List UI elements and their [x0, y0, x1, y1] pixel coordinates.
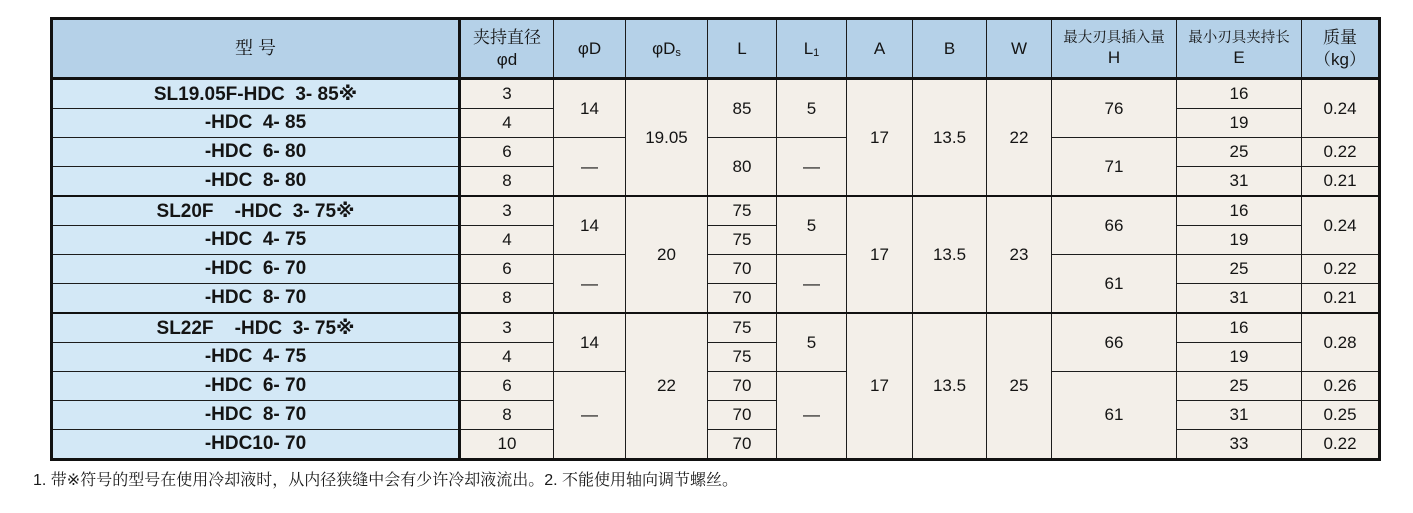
value-cell: 0.22	[1302, 138, 1380, 167]
col-header-mass: 质量 （kg）	[1302, 19, 1380, 79]
value-cell: 0.22	[1302, 255, 1380, 284]
value-cell: 25	[1177, 138, 1302, 167]
value-cell: 75	[708, 226, 777, 255]
value-cell: 6	[460, 255, 554, 284]
table-row	[52, 138, 1380, 167]
value-cell: 13.5	[913, 196, 987, 313]
value-cell: 8	[460, 284, 554, 314]
table-row	[52, 284, 1380, 314]
col-header-W: W	[987, 19, 1052, 79]
table-row	[52, 313, 1380, 343]
model-cell: SL19.05F-HDC 3- 85※	[52, 79, 460, 109]
value-cell: 80	[708, 138, 777, 197]
footnote-text: 1. 带※符号的型号在使用冷却液时，从内径狭缝中会有少许冷却液流出。2. 不能使用轴向调节螺丝。	[33, 472, 738, 489]
value-cell: 25	[1177, 255, 1302, 284]
col-header-A: A	[847, 19, 913, 79]
value-cell: 17	[847, 196, 913, 313]
value-cell: 76	[1052, 79, 1177, 138]
value-cell: 19	[1177, 109, 1302, 138]
col-header-phi-D: φD	[554, 19, 626, 79]
value-cell: 14	[554, 196, 626, 255]
value-cell: 20	[626, 196, 708, 313]
value-cell: —	[777, 138, 847, 197]
value-cell: 0.22	[1302, 430, 1380, 460]
value-cell: 0.24	[1302, 196, 1380, 255]
value-cell: 70	[708, 255, 777, 284]
model-cell: -HDC 6- 80	[52, 138, 460, 167]
model-cell: -HDC 8- 70	[52, 284, 460, 314]
value-cell: 10	[460, 430, 554, 460]
value-cell: 70	[708, 284, 777, 314]
value-cell: 31	[1177, 167, 1302, 197]
value-cell: 71	[1052, 138, 1177, 197]
col-header-min-clamp-length: 最小刃具夹持长 E	[1177, 19, 1302, 79]
value-cell: 85	[708, 79, 777, 138]
value-cell: 3	[460, 196, 554, 226]
model-cell: -HDC 4- 75	[52, 343, 460, 372]
col-header-L1: L1	[777, 19, 847, 79]
value-cell: 4	[460, 226, 554, 255]
value-cell: 0.24	[1302, 79, 1380, 138]
value-cell: 4	[460, 343, 554, 372]
value-cell: 5	[777, 196, 847, 255]
col-header-B: B	[913, 19, 987, 79]
value-cell: 22	[626, 313, 708, 460]
model-cell: SL20F -HDC 3- 75※	[52, 196, 460, 226]
value-cell: 19.05	[626, 79, 708, 197]
table-row	[52, 401, 1380, 430]
table-row	[52, 343, 1380, 372]
col-header-L: L	[708, 19, 777, 79]
table-row	[52, 226, 1380, 255]
model-cell: -HDC 8- 80	[52, 167, 460, 197]
table-body	[52, 79, 1380, 460]
value-cell: —	[777, 255, 847, 314]
value-cell: 61	[1052, 372, 1177, 460]
value-cell: 5	[777, 313, 847, 372]
value-cell: 33	[1177, 430, 1302, 460]
value-cell: 70	[708, 372, 777, 401]
value-cell: 66	[1052, 313, 1177, 372]
col-header-clamp-diameter: 夹持直径 φd	[460, 19, 554, 79]
spec-table	[50, 17, 1381, 461]
table-header	[52, 19, 1380, 79]
value-cell: —	[777, 372, 847, 460]
value-cell: 23	[987, 196, 1052, 313]
value-cell: 17	[847, 313, 913, 460]
value-cell: 70	[708, 401, 777, 430]
value-cell: 0.25	[1302, 401, 1380, 430]
value-cell: 3	[460, 313, 554, 343]
model-cell: -HDC 4- 85	[52, 109, 460, 138]
value-cell: 31	[1177, 401, 1302, 430]
value-cell: 13.5	[913, 313, 987, 460]
value-cell: 8	[460, 167, 554, 197]
value-cell: 17	[847, 79, 913, 197]
value-cell: —	[554, 255, 626, 314]
value-cell: 31	[1177, 284, 1302, 314]
model-cell: SL22F -HDC 3- 75※	[52, 313, 460, 343]
value-cell: —	[554, 372, 626, 460]
value-cell: 19	[1177, 226, 1302, 255]
value-cell: —	[554, 138, 626, 197]
value-cell: 16	[1177, 313, 1302, 343]
value-cell: 6	[460, 372, 554, 401]
col-header-max-insertion: 最大刃具插入量 H	[1052, 19, 1177, 79]
value-cell: 16	[1177, 79, 1302, 109]
value-cell: 61	[1052, 255, 1177, 314]
model-cell: -HDC10- 70	[52, 430, 460, 460]
value-cell: 6	[460, 138, 554, 167]
model-cell: -HDC 6- 70	[52, 255, 460, 284]
col-header-model: 型 号	[52, 19, 460, 79]
table-row	[52, 79, 1380, 109]
value-cell: 75	[708, 196, 777, 226]
value-cell: 5	[777, 79, 847, 138]
value-cell: 0.26	[1302, 372, 1380, 401]
table-row	[52, 372, 1380, 401]
header-row	[52, 19, 1380, 79]
value-cell: 66	[1052, 196, 1177, 255]
value-cell: 19	[1177, 343, 1302, 372]
table-row	[52, 430, 1380, 460]
value-cell: 4	[460, 109, 554, 138]
model-cell: -HDC 4- 75	[52, 226, 460, 255]
value-cell: 70	[708, 430, 777, 460]
value-cell: 13.5	[913, 79, 987, 197]
value-cell: 16	[1177, 196, 1302, 226]
model-cell: -HDC 8- 70	[52, 401, 460, 430]
value-cell: 25	[987, 313, 1052, 460]
table-row	[52, 196, 1380, 226]
value-cell: 14	[554, 313, 626, 372]
model-cell: -HDC 6- 70	[52, 372, 460, 401]
value-cell: 8	[460, 401, 554, 430]
value-cell: 14	[554, 79, 626, 138]
value-cell: 22	[987, 79, 1052, 197]
value-cell: 75	[708, 313, 777, 343]
value-cell: 0.21	[1302, 167, 1380, 197]
value-cell: 3	[460, 79, 554, 109]
value-cell: 0.28	[1302, 313, 1380, 372]
table-row	[52, 255, 1380, 284]
value-cell: 0.21	[1302, 284, 1380, 314]
value-cell: 25	[1177, 372, 1302, 401]
col-header-phi-Ds: φDs	[626, 19, 708, 79]
value-cell: 75	[708, 343, 777, 372]
